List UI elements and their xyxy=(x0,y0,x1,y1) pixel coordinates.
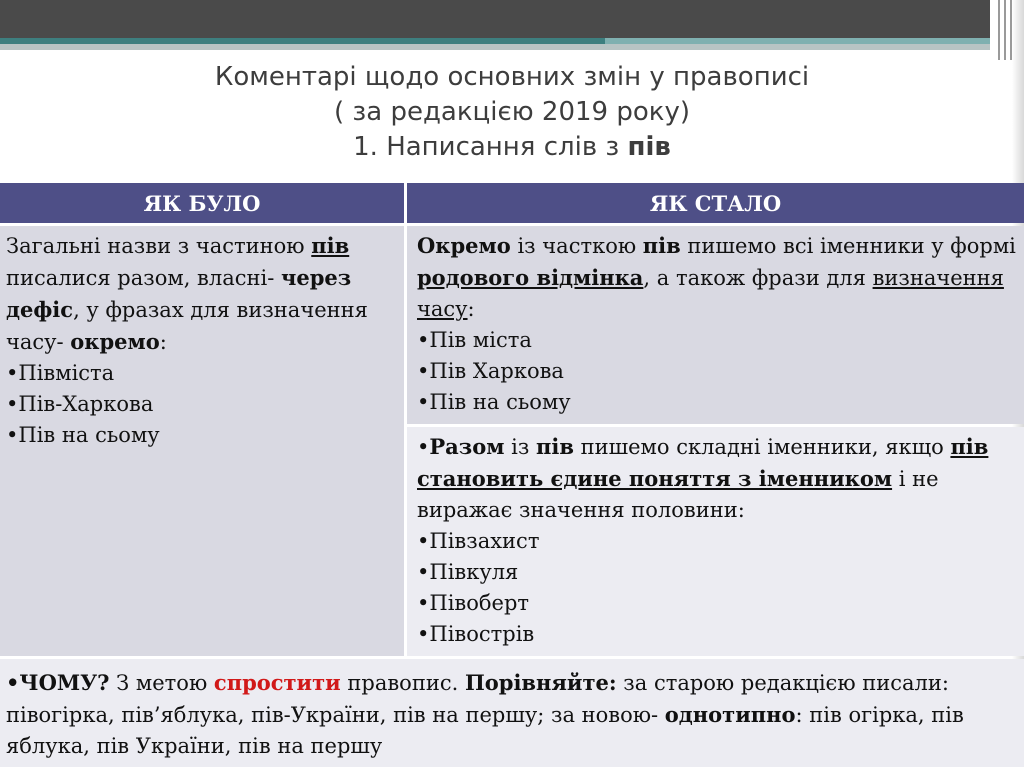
top-decor-bar xyxy=(0,0,990,38)
list-item: •Півзахист xyxy=(417,529,540,553)
title-line-2: ( за редакцією 2019 року) xyxy=(334,97,690,127)
list-item: •Пів Харкова xyxy=(417,359,564,383)
list-item: •Пів на сьому xyxy=(6,423,160,447)
list-item: •Півострів xyxy=(417,622,535,646)
title-line-3: 1. Написання слів з пів xyxy=(353,132,671,162)
list-item: •Півоберт xyxy=(417,591,530,615)
title-line-1: Коментарі щодо основних змін у правописі xyxy=(214,62,810,92)
cell-after-separate: Окремо із часткою пів пишемо всі іменники у формі родового відмінка, а також фрази для визначення часу: •Пів міста •Пів Харкова •Пів на сьому xyxy=(407,226,1024,424)
header-after: ЯК СТАЛО xyxy=(407,183,1024,223)
comparison-table xyxy=(0,183,1024,767)
cell-after-together: •Разом із пів пишемо складні іменники, якщо пів становить єдине поняття з іменником і не виражає значення половини: •Півзахист •Півкуля •Півоберт •Півострів xyxy=(407,427,1024,656)
cell-before: Загальні назви з частиною пів писалися разом, власні- через дефіс, у фразах для визначення часу- окремо: •Півміста •Пів-Харкова •Пів на сьому xyxy=(0,226,404,656)
list-item: •Півміста xyxy=(6,361,115,385)
cell-why: •ЧОМУ? З метою спростити правопис. Порівняйте: за старою редакцією писали: півогірка, пів’яблука, пів-України, пів на першу; за новою- однотипно: пів огірка, пів яблука, пів України, пів на першу xyxy=(0,659,1024,767)
list-item: •Пів-Харкова xyxy=(6,392,154,416)
list-item: •Пів міста xyxy=(417,328,532,352)
slide-title xyxy=(0,60,1024,165)
list-item: •Пів на сьому xyxy=(417,390,571,414)
list-item: •Півкуля xyxy=(417,560,519,584)
header-before: ЯК БУЛО xyxy=(0,183,404,223)
top-accent-bar-gray xyxy=(0,44,990,50)
